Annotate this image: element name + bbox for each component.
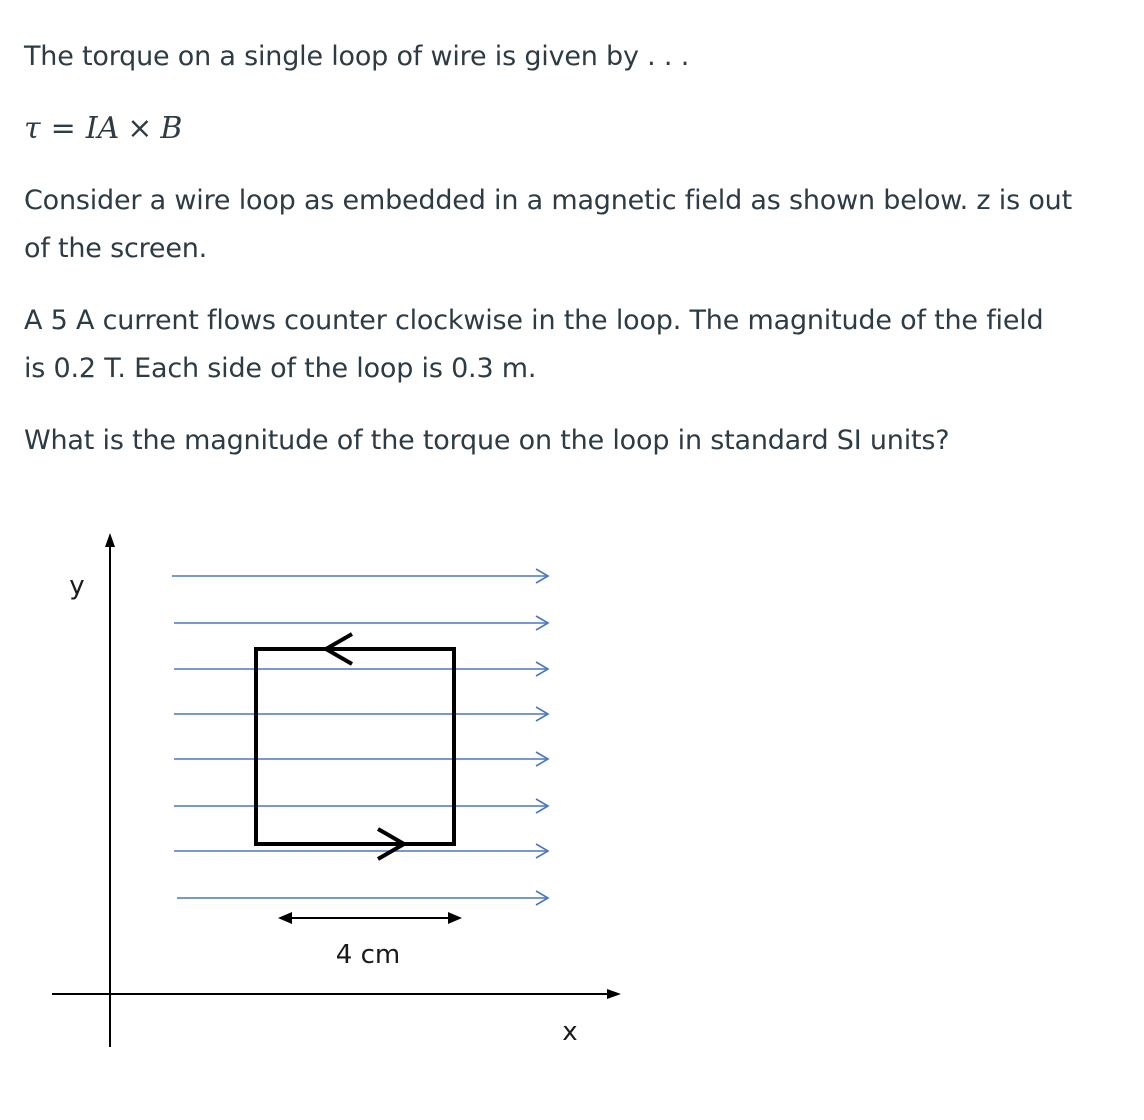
wire-loop-square xyxy=(256,649,454,844)
dimension-arrowhead-right xyxy=(448,912,462,924)
magnetic-field-lines xyxy=(172,569,548,905)
x-axis-label: x xyxy=(562,1017,578,1047)
consider-line-1: Consider a wire loop as embedded in a magnetic field as shown below. z is out xyxy=(24,185,1072,216)
dimension-marker xyxy=(278,912,462,970)
formula-b: B xyxy=(160,111,183,146)
formula-tau: τ xyxy=(24,111,41,146)
formula-times: × xyxy=(127,111,153,146)
current-line-2: is 0.2 T. Each side of the loop is 0.3 m. xyxy=(24,353,537,384)
y-axis-label: y xyxy=(69,571,85,601)
dimension-label: 4 cm xyxy=(335,940,401,970)
y-axis-arrowhead xyxy=(105,533,115,547)
consider-line-2: of the screen. xyxy=(24,233,208,264)
formula-equals: = xyxy=(50,111,76,146)
wire-loop xyxy=(256,634,454,859)
question-text: What is the magnitude of the torque on the loop in standard SI units? xyxy=(24,425,950,456)
dimension-arrowhead-left xyxy=(278,912,292,924)
formula-ia: IA xyxy=(85,111,120,146)
x-axis-arrowhead xyxy=(607,989,621,999)
intro-text: The torque on a single loop of wire is given by . . . xyxy=(24,41,690,72)
current-line-1: A 5 A current flows counter clockwise in the loop. The magnitude of the field xyxy=(24,305,1044,336)
